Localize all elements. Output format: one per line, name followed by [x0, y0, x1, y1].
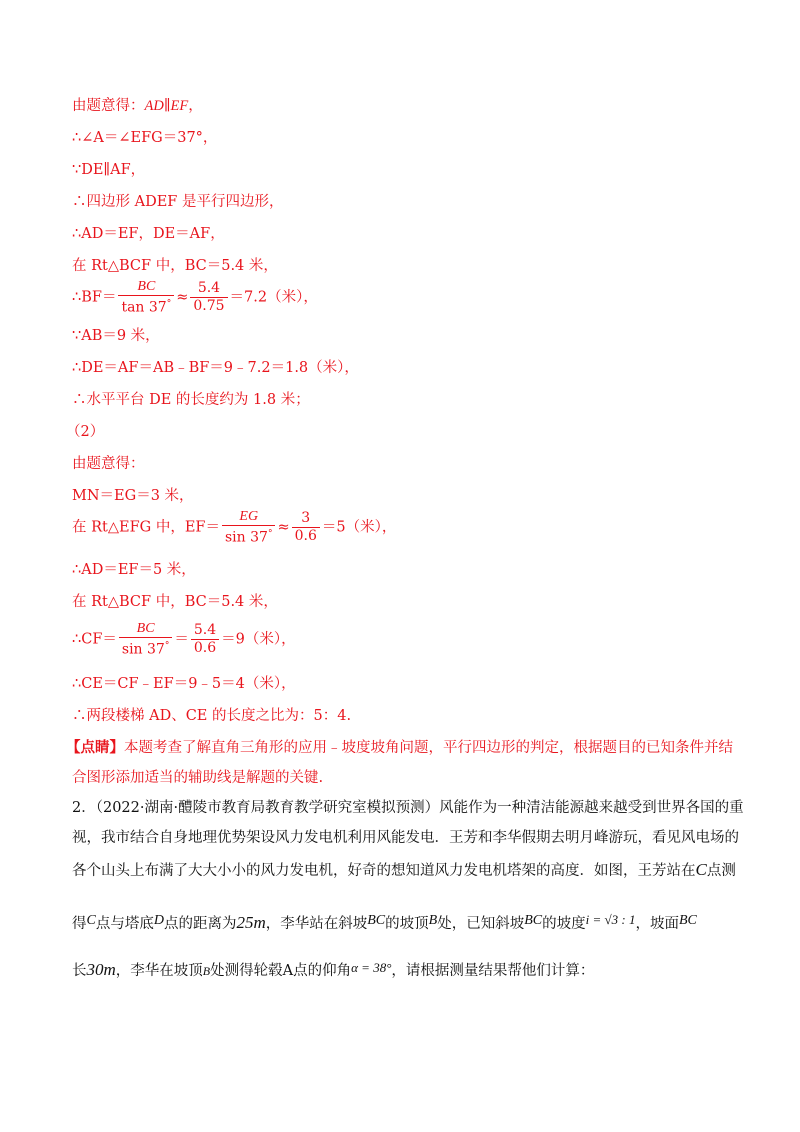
text: ，坡面 — [635, 916, 679, 932]
fraction-bc-over-sin37 — [119, 620, 172, 659]
text: ∴BF＝ — [72, 289, 117, 306]
denominator — [119, 638, 172, 659]
slope-ratio: i = √3 : 1 — [585, 912, 636, 927]
denominator — [222, 526, 275, 547]
solution-line-12: 由题意得： — [72, 456, 145, 472]
fraction-3-over-0.6 — [292, 510, 320, 545]
numerator: 5.4 — [190, 280, 227, 298]
text: ＝9（米）， — [221, 631, 296, 648]
text: 的坡顶 — [385, 916, 429, 932]
text: ＝7.2（米）， — [229, 289, 318, 306]
text: 点测 — [706, 863, 736, 879]
denominator: 0.6 — [193, 639, 217, 656]
denominator — [118, 296, 174, 317]
text: 得 — [72, 916, 87, 932]
text: 点的距离为 — [163, 916, 237, 932]
equals-sign: ＝ — [174, 631, 189, 648]
numerator: 3 — [292, 510, 320, 528]
slope-bc: BC — [524, 913, 543, 928]
text: 各个山头上布满了大大小小的风力发电机，好奇的想知道风力发电机塔架的高度．如图，王芳站在 — [72, 863, 696, 879]
solution-line-10: ∴水平平台 DE 的长度约为 1.8 米； — [72, 392, 310, 408]
degree-sign: ° — [166, 299, 172, 309]
text: 长 — [72, 963, 87, 979]
slope-bc: BC — [678, 913, 697, 928]
numerator: BC — [118, 278, 174, 296]
solution-line-8: ∵AB＝9 米， — [72, 328, 160, 344]
problem-2-line-5 — [72, 958, 594, 981]
approx-sign: ≈ — [176, 289, 189, 306]
parallel-symbol: ∥ — [163, 98, 171, 114]
solution-line-18: ∴CE＝CF﹣EF＝9﹣5＝4（米）， — [72, 676, 296, 692]
text: 处，已知斜坡 — [437, 916, 525, 932]
comment-line-2: 合图形添加适当的辅助线是解题的关键. — [72, 770, 324, 786]
problem-2-line-4 — [72, 910, 697, 934]
distance-25m: 25m — [236, 913, 266, 932]
solution-line-6: 在 Rt△BCF 中，BC＝5.4 米， — [72, 258, 278, 274]
numerator: EG — [222, 508, 275, 526]
segment-ad: AD — [144, 98, 164, 114]
text: ，李华站在斜坡 — [265, 916, 368, 932]
solution-line-9: ∴DE＝AF＝AB﹣BF＝9﹣7.2＝1.8（米）， — [72, 360, 359, 376]
solution-line-17-cf-formula — [72, 620, 296, 659]
numerator: 5.4 — [191, 622, 219, 640]
comment-line-1 — [66, 738, 733, 758]
solution-line-3: ∵DE∥AF， — [72, 162, 146, 178]
solution-line-15: ∴AD＝EF＝5 米， — [72, 562, 196, 578]
denominator-text: sin 37 — [225, 529, 268, 546]
solution-line-5: ∴AD＝EF，DE＝AF， — [72, 226, 225, 242]
numerator: BC — [119, 620, 172, 638]
comment-bracket-label: 【点睛】 — [66, 739, 124, 756]
solution-line-13: MN＝EG＝3 米， — [72, 488, 194, 504]
text: 的坡度 — [542, 916, 586, 932]
fraction-eg-over-sin37 — [222, 508, 275, 547]
text: ∴CF＝ — [72, 631, 117, 648]
problem-2-line-2: 视，我市结合自身地理优势架设风力发电机利用风能发电．王芳和李华假期去明月峰游玩，看见风电场的 — [72, 830, 739, 846]
segment-ef: EF — [170, 98, 189, 114]
text: 处测得轮毂A点的仰角 — [210, 963, 352, 979]
length-30m: 30m — [86, 960, 116, 979]
slope-bc: BC — [367, 913, 386, 928]
point-d: D — [153, 913, 164, 928]
solution-line-2: ∴∠A＝∠EFG＝37°， — [72, 130, 218, 146]
problem-2-line-1: 2．（2022·湖南·醴陵市教育局教育教学研究室模拟预测）风能作为一种清洁能源越来越受到世界各国的重 — [72, 800, 744, 816]
text: 在 Rt△EFG 中，EF＝ — [72, 519, 220, 536]
fraction-bc-over-tan37 — [118, 278, 174, 317]
approx-sign: ≈ — [277, 519, 290, 536]
point-b: B — [428, 913, 438, 928]
solution-part-2-label: （2） — [66, 424, 105, 440]
degree-sign: ° — [164, 641, 170, 651]
solution-line-1 — [72, 96, 203, 116]
degree-sign: ° — [267, 529, 273, 539]
solution-line-14-ef-formula — [72, 508, 396, 547]
angle-alpha: α = 38° — [351, 960, 392, 975]
text: 由题意得： — [72, 98, 145, 114]
solution-line-16: 在 Rt△BCF 中，BC＝5.4 米， — [72, 594, 278, 610]
text: ，李华在坡顶 — [115, 963, 203, 979]
solution-line-4: ∴四边形 ADEF 是平行四边形， — [72, 194, 284, 210]
point-b: B — [202, 964, 211, 978]
comment-text: 本题考查了解直角三角形的应用﹣坡度坡角问题，平行四边形的判定，根据题目的已知条件并结 — [124, 740, 733, 756]
solution-line-19: ∴两段楼梯 AD、CE 的长度之比为：5：4. — [72, 708, 352, 724]
text: ， — [188, 98, 203, 114]
point-c: C — [695, 860, 707, 879]
point-c: C — [86, 913, 96, 928]
fraction-5.4-over-0.75 — [190, 280, 227, 315]
fraction-5.4-over-0.6 — [191, 622, 219, 657]
solution-line-7-bf-formula — [72, 278, 318, 317]
text: 点与塔底 — [95, 916, 154, 932]
denominator-text: tan 37 — [121, 299, 167, 316]
denominator: 0.6 — [294, 527, 317, 544]
text: ＝5（米）， — [321, 519, 397, 536]
denominator-text: sin 37 — [121, 641, 165, 658]
problem-2-line-3 — [72, 860, 736, 881]
denominator: 0.75 — [193, 297, 225, 314]
text: ，请根据测量结果帮他们计算： — [391, 963, 595, 979]
